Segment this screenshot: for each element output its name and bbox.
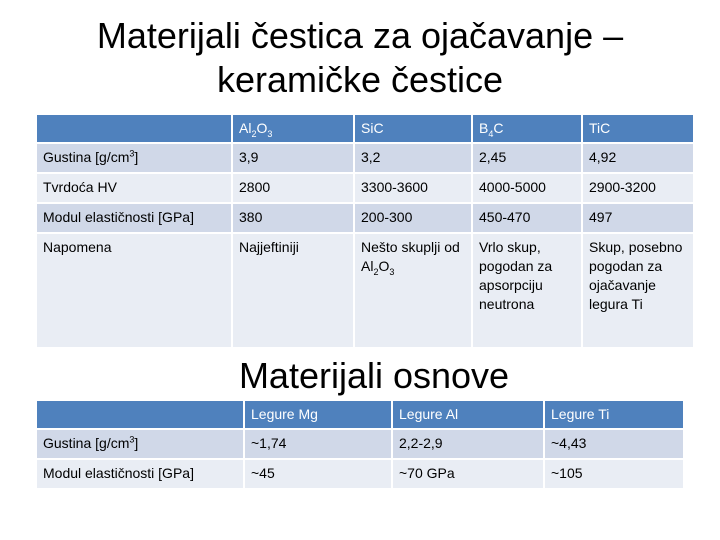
title-line-1: Materijali čestica za ojačavanje –: [96, 15, 624, 56]
table-cell: 3300-3600: [355, 174, 473, 204]
row-label: Gustina $[g/cm^3]$: [37, 430, 245, 460]
header-cell-tic: TiC: [583, 115, 695, 144]
table-cell: 4,92: [583, 144, 695, 174]
table-cell: ~45: [245, 460, 393, 490]
table-cell: 3,2: [355, 144, 473, 174]
table-cell: ~4,43: [545, 430, 685, 460]
table-cell: Vrlo skup, pogodan za apsorpciju neutrona: [473, 234, 583, 349]
table-row: [37, 460, 685, 490]
table-cell: 497: [583, 204, 695, 234]
row-label: Modul elastičnosti [GPa]: [37, 460, 245, 490]
table-cell: 4000-5000: [473, 174, 583, 204]
table-cell: 450-470: [473, 204, 583, 234]
section-subtitle: Materijali osnove: [238, 355, 510, 396]
table-cell: 2800: [233, 174, 355, 204]
table-cell: Najjeftiniji: [233, 234, 355, 349]
table-cell: 2900-3200: [583, 174, 695, 204]
header-cell-mg: Legure Mg: [245, 401, 393, 430]
table-row: [37, 204, 695, 234]
header-cell-al: Legure Al: [393, 401, 545, 430]
table-cell: ~70 GPa: [393, 460, 545, 490]
ceramic-particles-table: [37, 115, 695, 349]
table-cell: 200-300: [355, 204, 473, 234]
table-row: [37, 430, 685, 460]
table-cell: Skup, posebno pogodan za ojačavanje legura Ti: [583, 234, 695, 349]
row-label: Modul elastičnosti [GPa]: [37, 204, 233, 234]
table-header-row: [37, 401, 685, 430]
header-cell-al2o3: $Al_2O_3$: [233, 115, 355, 144]
row-label: Gustina $[g/cm^3]$: [37, 144, 233, 174]
row-label: Tvrdoća HV: [37, 174, 233, 204]
header-cell-empty: [37, 115, 233, 144]
table-cell: ~105: [545, 460, 685, 490]
table-row: [37, 174, 695, 204]
table-cell: ~1,74: [245, 430, 393, 460]
table-cell: 2,45: [473, 144, 583, 174]
table-cell: 380: [233, 204, 355, 234]
table-header-row: [37, 115, 695, 144]
header-cell-b4c: $B_4C$: [473, 115, 583, 144]
table-cell: 2,2-2,9: [393, 430, 545, 460]
table-row: [37, 234, 695, 349]
header-cell-empty: [37, 401, 245, 430]
table-cell: 3,9: [233, 144, 355, 174]
header-cell-sic: SiC: [355, 115, 473, 144]
table-cell: Nešto skuplji od $Al_2O_3$: [355, 234, 473, 349]
table-row: [37, 144, 695, 174]
header-cell-ti: Legure Ti: [545, 401, 685, 430]
slide-title: [0, 14, 720, 102]
row-label: Napomena: [37, 234, 233, 349]
title-line-2: keramičke čestice: [216, 59, 504, 100]
matrix-materials-table: [37, 401, 685, 490]
